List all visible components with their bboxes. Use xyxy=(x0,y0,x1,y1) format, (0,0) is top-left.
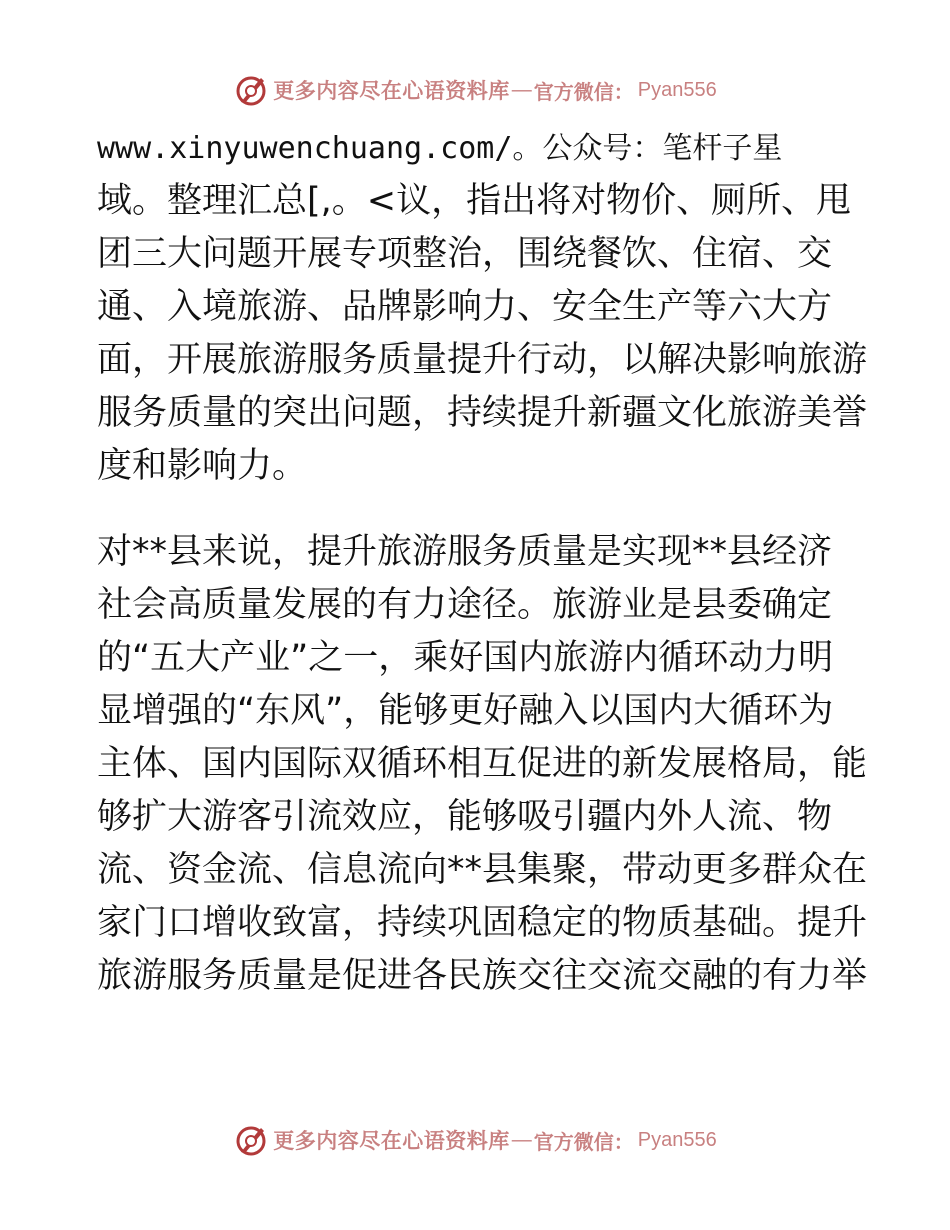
text-line: 够扩大游客引流效应，能够吸引疆内外人流、物 xyxy=(97,797,833,837)
quill-logo-icon xyxy=(233,1122,269,1158)
header-banner xyxy=(0,70,950,110)
text-line: 团三大问题开展专项整治，围绕餐饮、住宿、交 xyxy=(97,234,833,274)
text-line: 流、资金流、信息流向**县集聚，带动更多群众在 xyxy=(97,850,868,890)
paragraph-gap xyxy=(97,493,857,526)
footer-banner xyxy=(0,1120,950,1160)
banner-wechat-id: Pyan556 xyxy=(637,78,717,101)
quill-logo-icon xyxy=(233,72,269,108)
text-line: www.xinyuwenchuang.com/。公众号：笔杆子星 xyxy=(97,131,783,166)
text-line: 的“五大产业”之一，乘好国内旅游内循环动力明 xyxy=(97,638,834,678)
document-body xyxy=(97,122,868,1003)
banner-text: 更多内容尽在心语资料库 xyxy=(273,1128,510,1153)
banner-dash: — xyxy=(511,1128,532,1151)
banner-dash: — xyxy=(511,78,532,101)
text-line: 度和影响力。 xyxy=(97,446,308,486)
text-line: 面，开展旅游服务质量提升行动，以解决影响旅游 xyxy=(97,340,868,380)
banner-wechat-label: 官方微信： xyxy=(533,1129,634,1154)
text-line: 通、入境旅游、品牌影响力、安全生产等六大方 xyxy=(97,287,833,327)
text-line: 显增强的“东风”，能够更好融入以国内大循环为 xyxy=(97,691,834,731)
text-line: 对**县来说，提升旅游服务质量是实现**县经济 xyxy=(97,532,833,572)
paragraph-1 xyxy=(97,122,868,493)
text-line: 家门口增收致富，持续巩固稳定的物质基础。提升 xyxy=(97,903,868,943)
banner-wechat-label: 官方微信： xyxy=(533,79,634,104)
banner-text: 更多内容尽在心语资料库 xyxy=(273,78,510,103)
banner-wechat-id: Pyan556 xyxy=(637,1128,717,1151)
text-line: 主体、国内国际双循环相互促进的新发展格局，能 xyxy=(97,744,868,784)
text-line: 社会高质量发展的有力途径。旅游业是县委确定 xyxy=(97,585,833,625)
text-line: 旅游服务质量是促进各民族交往交流交融的有力举 xyxy=(97,956,868,996)
paragraph-2 xyxy=(97,526,868,1003)
text-line: 服务质量的突出问题，持续提升新疆文化旅游美誉 xyxy=(97,393,868,433)
text-line: 域。整理汇总[,。<议，指出将对物价、厕所、甩 xyxy=(97,181,852,221)
